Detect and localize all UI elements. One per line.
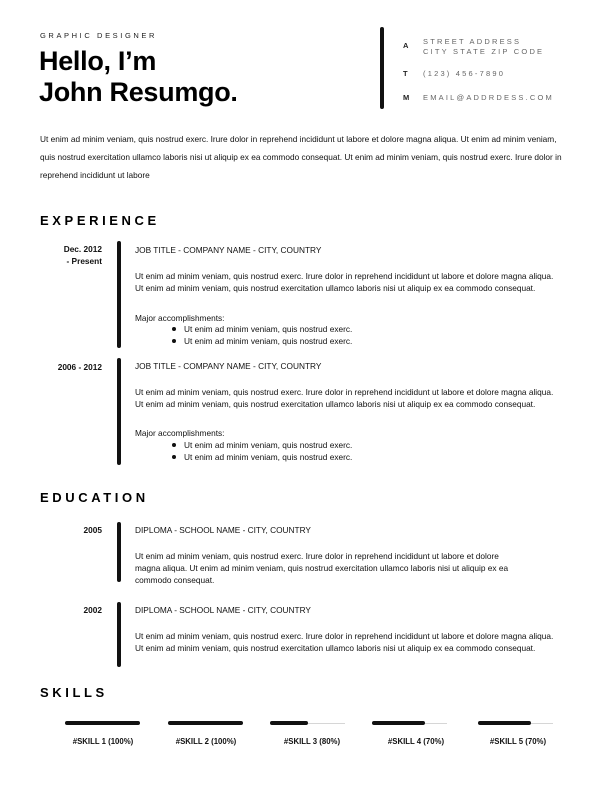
experience-2-bar <box>117 358 121 465</box>
bullet-text: Ut enim ad minim veniam, quis nostrud exerc. <box>184 452 353 462</box>
experience-1-bullet-2 <box>172 336 352 346</box>
experience-1-date-line-1: Dec. 2012 <box>63 244 102 254</box>
name-line-2: John Resumgo. <box>39 77 238 107</box>
skill-1-bar <box>65 723 140 724</box>
skill-2-label: #SKILL 2 (100%) <box>175 737 237 746</box>
education-1-date: 2005 <box>83 525 102 535</box>
skill-4-bar <box>372 723 447 724</box>
skill-3-bar <box>270 723 345 724</box>
skills-heading: SKILLS <box>40 685 108 700</box>
skill-1-label: #SKILL 1 (100%) <box>72 737 134 746</box>
address-line-1: STREET ADDRESS <box>423 37 522 46</box>
skill-1-level <box>65 721 140 725</box>
bullet-dot <box>172 443 176 447</box>
header-divider <box>380 27 384 109</box>
education-2-date: 2002 <box>83 605 102 615</box>
bullet-text: Ut enim ad minim veniam, quis nostrud exerc. <box>184 336 353 346</box>
candidate-name <box>39 46 238 108</box>
skill-3-level <box>270 721 308 725</box>
experience-1-description: Ut enim ad minim veniam, quis nostrud exerc. Irure dolor in reprehend incididunt ut labore et dolore magna aliqua. Ut enim ad minim veniam, quis nostrud exercitation ullamco laboris nisi ut aliquip ex ea commodo consequat. <box>135 271 554 293</box>
intro-paragraph: Ut enim ad minim veniam, quis nostrud exerc. Irure dolor in reprehend incididunt ut labore et dolore magna aliqua. Ut enim ad minim veniam, quis nostrud exercitation ullamco laboris nisi ut aliquip ex ea commodo consequat. Ut enim ad minim veniam, quis nostrud exerc. Irure dolor in reprehend incididunt ut labore <box>40 134 562 180</box>
skill-2-level <box>168 721 243 725</box>
skill-5-label: #SKILL 5 (70%) <box>489 737 547 746</box>
bullet-dot <box>172 339 176 343</box>
bullet-dot <box>172 327 176 331</box>
name-line-1: Hello, I’m <box>39 46 157 76</box>
job-role: GRAPHIC DESIGNER <box>40 31 158 40</box>
experience-heading: EXPERIENCE <box>40 213 160 228</box>
experience-2-title: JOB TITLE - COMPANY NAME - CITY, COUNTRY <box>135 361 322 371</box>
experience-1-date-line-2: - Present <box>66 256 102 266</box>
education-2-description: Ut enim ad minim veniam, quis nostrud exerc. Irure dolor in reprehend incididunt ut labore et dolore magna aliqua. Ut enim ad minim veniam, quis nostrud exercitation ullamco laboris nisi ut aliquip ex ea commodo consequat. <box>135 631 554 653</box>
email-value: EMAIL@ADDRDESS.COM <box>423 93 554 102</box>
education-1-title: DIPLOMA - SCHOOL NAME - CITY, COUNTRY <box>135 525 311 535</box>
bullet-dot <box>172 455 176 459</box>
education-2-bar <box>117 602 121 667</box>
skill-5-bar <box>478 723 553 724</box>
education-1-bar <box>117 522 121 582</box>
skill-4-level <box>372 721 425 725</box>
skill-5-level <box>478 721 531 725</box>
skill-4-label: #SKILL 4 (70%) <box>387 737 445 746</box>
experience-2-accomplishments-label: Major accomplishments: <box>135 428 225 438</box>
experience-1-accomplishments-label: Major accomplishments: <box>135 313 225 323</box>
experience-2-description: Ut enim ad minim veniam, quis nostrud exerc. Irure dolor in reprehend incididunt ut labore et dolore magna aliqua. Ut enim ad minim veniam, quis nostrud exercitation ullamco laboris nisi ut aliquip ex ea commodo consequat. <box>135 387 554 409</box>
experience-2-bullet-2 <box>172 452 352 462</box>
bullet-text: Ut enim ad minim veniam, quis nostrud exerc. <box>184 440 353 450</box>
skill-3-label: #SKILL 3 (80%) <box>283 737 341 746</box>
email-key: M <box>403 93 410 102</box>
phone-key: T <box>403 69 408 78</box>
experience-2-date: 2006 - 2012 <box>57 362 102 372</box>
address-line-2: CITY STATE ZIP CODE <box>423 47 545 56</box>
skill-2-bar <box>168 723 243 724</box>
experience-2-bullet-1 <box>172 440 352 450</box>
experience-1-bar <box>117 241 121 348</box>
bullet-text: Ut enim ad minim veniam, quis nostrud exerc. <box>184 324 353 334</box>
phone-value: (123) 456-7890 <box>423 69 506 78</box>
experience-1-date <box>32 243 102 267</box>
address-value <box>423 37 544 57</box>
address-key: A <box>403 41 409 50</box>
education-1-description: Ut enim ad minim veniam, quis nostrud exerc. Irure dolor in reprehend incididunt ut labore et dolore magna aliqua. Ut enim ad minim veniam, quis nostrud exercitation ullamco laboris nisi ut aliquip ex ea commodo consequat. <box>135 551 509 585</box>
experience-1-title: JOB TITLE - COMPANY NAME - CITY, COUNTRY <box>135 245 322 255</box>
education-heading: EDUCATION <box>40 490 149 505</box>
education-2-title: DIPLOMA - SCHOOL NAME - CITY, COUNTRY <box>135 605 311 615</box>
experience-1-bullet-1 <box>172 324 352 334</box>
